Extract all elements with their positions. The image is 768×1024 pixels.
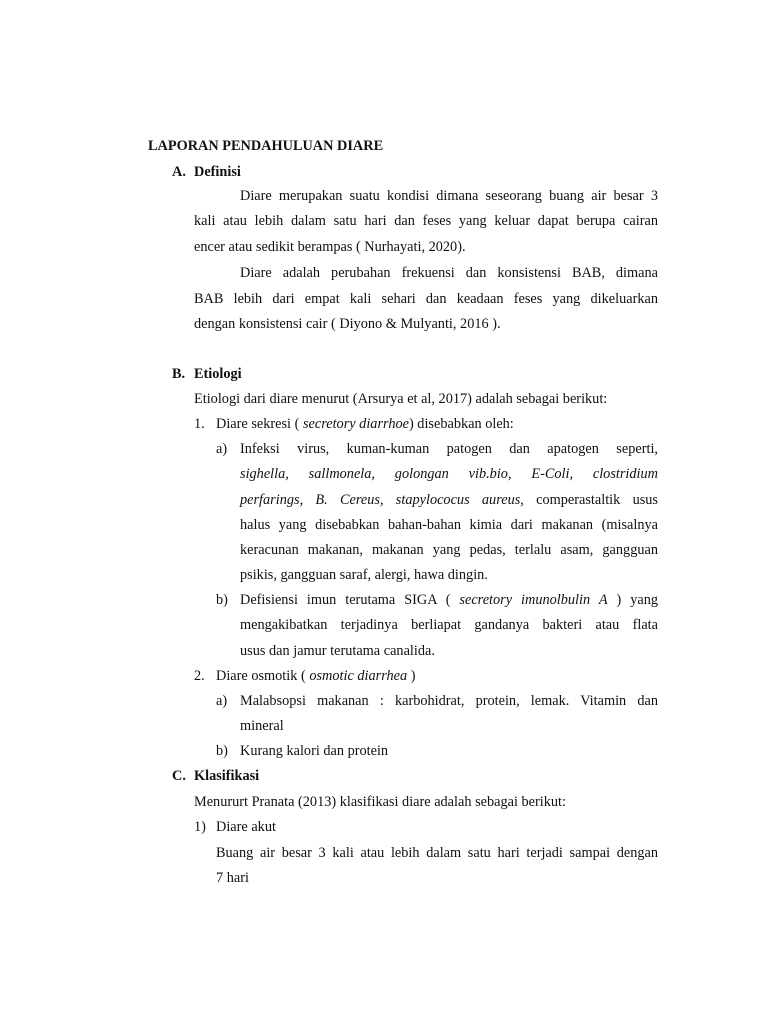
klasifikasi-item1-label: Diare akut — [216, 819, 276, 835]
item1-sub-b-line2: mengakibatkan terjadinya berliapat gandanya bakteri atau flata — [240, 617, 658, 633]
etiologi-item2-number: 2. — [194, 668, 205, 684]
definisi-p1-line3: encer atau sedikit berampas ( Nurhayati, 2020). — [194, 239, 466, 255]
klasifikasi-item1-line2: 7 hari — [216, 870, 249, 886]
definisi-p1-line2: kali atau lebih dalam satu hari dan feses yang keluar dapat berupa cairan — [194, 213, 658, 229]
item2-sub-a-marker: a) — [216, 693, 228, 709]
item1-sub-b-line3: usus dan jamur terutama canalida. — [240, 643, 435, 659]
definisi-p2-line2: BAB lebih dari empat kali sehari dan keadaan feses yang dikeluarkan — [194, 291, 658, 307]
section-c-heading: Klasifikasi — [194, 768, 260, 784]
document-title: LAPORAN PENDAHULUAN DIARE — [148, 138, 384, 154]
section-b-heading: Etiologi — [194, 366, 242, 382]
item1-sub-a-line2: sighella, sallmonela, golongan vib.bio, E-Coli, clostridium — [240, 466, 658, 482]
klasifikasi-item1-line1: Buang air besar 3 kali atau lebih dalam satu hari terjadi sampai dengan — [216, 845, 658, 861]
definisi-p2-line3: dengan konsistensi cair ( Diyono & Mulyanti, 2016 ). — [194, 316, 501, 332]
definisi-p1-line1: Diare merupakan suatu kondisi dimana seseorang buang air besar 3 — [240, 188, 658, 204]
item2-sub-b-marker: b) — [216, 743, 228, 759]
item1-sub-a-line6: psikis, gangguan saraf, alergi, hawa dingin. — [240, 567, 488, 583]
etiologi-item1-number: 1. — [194, 416, 205, 432]
item1-sub-a-line5: keracunan makanan, makanan yang pedas, terlalu asam, gangguan — [240, 542, 658, 558]
klasifikasi-intro: Menururt Pranata (2013) klasifikasi diare adalah sebagai berikut: — [194, 794, 566, 810]
item2-sub-a-line2: mineral — [240, 718, 284, 734]
section-a-letter: A. — [172, 164, 186, 180]
item1-sub-a-line1: Infeksi virus, kuman-kuman patogen dan apatogen seperti, — [240, 441, 658, 457]
section-a-heading: Definisi — [194, 164, 241, 180]
item1-sub-a-marker: a) — [216, 441, 228, 457]
item1-sub-b-marker: b) — [216, 592, 228, 608]
item1-sub-a-line3: perfarings, B. Cereus, stapylococus aureus, comperastaltik usus — [240, 492, 658, 508]
etiologi-item1-text: Diare sekresi ( secretory diarrhoe) disebabkan oleh: — [216, 416, 514, 432]
item2-sub-b-line1: Kurang kalori dan protein — [240, 743, 389, 759]
item1-sub-b-line1: Defisiensi imun terutama SIGA ( secretory imunolbulin A ) yang — [240, 592, 658, 608]
etiologi-item2-text: Diare osmotik ( osmotic diarrhea ) — [216, 668, 416, 684]
item1-sub-a-line4: halus yang disebabkan bahan-bahan kimia dari makanan (misalnya — [240, 517, 658, 533]
definisi-p2-line1: Diare adalah perubahan frekuensi dan konsistensi BAB, dimana — [240, 265, 658, 281]
klasifikasi-item1-marker: 1) — [194, 819, 206, 835]
section-b-letter: B. — [172, 366, 186, 382]
item2-sub-a-line1: Malabsopsi makanan : karbohidrat, protein, lemak. Vitamin dan — [240, 693, 658, 709]
etiologi-intro: Etiologi dari diare menurut (Arsurya et al, 2017) adalah sebagai berikut: — [194, 391, 608, 407]
section-c-letter: C. — [172, 768, 186, 784]
